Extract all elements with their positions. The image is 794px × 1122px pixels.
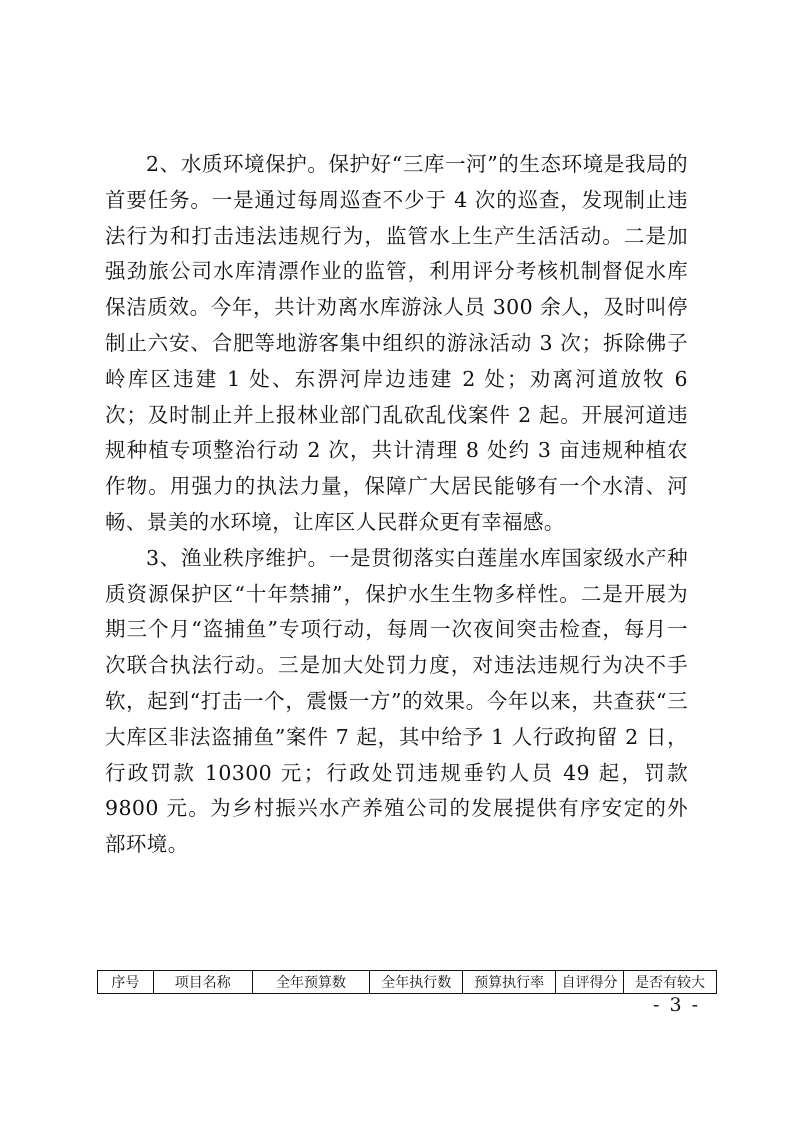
header-annual-execution: 全年执行数 [370,971,463,994]
header-project-name: 项目名称 [153,971,252,994]
header-major-issue: 是否有较大 [624,971,717,994]
header-serial-number: 序号 [98,971,154,994]
header-self-score: 自评得分 [556,971,624,994]
paragraph-fishery-order: 3、渔业秩序维护。一是贯彻落实白莲崖水库国家级水产种质资源保护区“十年禁捕”，保护水生生物多样性。二是开展为期三个月“盗捕鱼”专项行动，每周一次夜间突击检查，每月一次联合执法行动。三是加大处罚力度，对违法违规行为决不手软，起到“打击一个，震慑一方”的效果。今年以来，共查获“三大库区非法盗捕鱼”案件 7 起，其中给予 1 人行政拘留 2 日，行政罚款 10300 元；行政处罚违规垂钓人员 49 起，罚款 9800 元。为乡村振兴水产养殖公司的发展提供有序安定的外部环境。 [105,545,688,857]
header-execution-rate: 预算执行率 [463,971,556,994]
paragraph-water-quality: 2、水质环境保护。保护好“三库一河”的生态环境是我局的首要任务。一是通过每周巡查不少于 4 次的巡查，发现制止违法行为和打击违法违规行为，监管水上生产生活活动。二是加强劲旅公司水库清漂作业的监管，利用评分考核机制督促水库保洁质效。今年，共计劝离水库游泳人员 300 余人，及时叫停制止六安、合肥等地游客集中组织的游泳活动 3 次；拆除佛子岭库区违建 1 处、东淠河岸边违建 2 处；劝离河道放牧 6 次；及时制止并上报林业部门乱砍乱伐案件 2 起。开展河道违规种植专项整治行动 2 次，共计清理 8 处约 3 亩违规种植农作物。用强力的执法力量，保障广大居民能够有一个水清、河畅、景美的水环境，让库区人民群众更有幸福感。 [105,152,688,534]
header-annual-budget: 全年预算数 [252,971,370,994]
budget-table [97,970,717,994]
page-number: - 3 - [652,994,700,1016]
table-header-row [98,971,717,994]
body-text [105,147,688,863]
